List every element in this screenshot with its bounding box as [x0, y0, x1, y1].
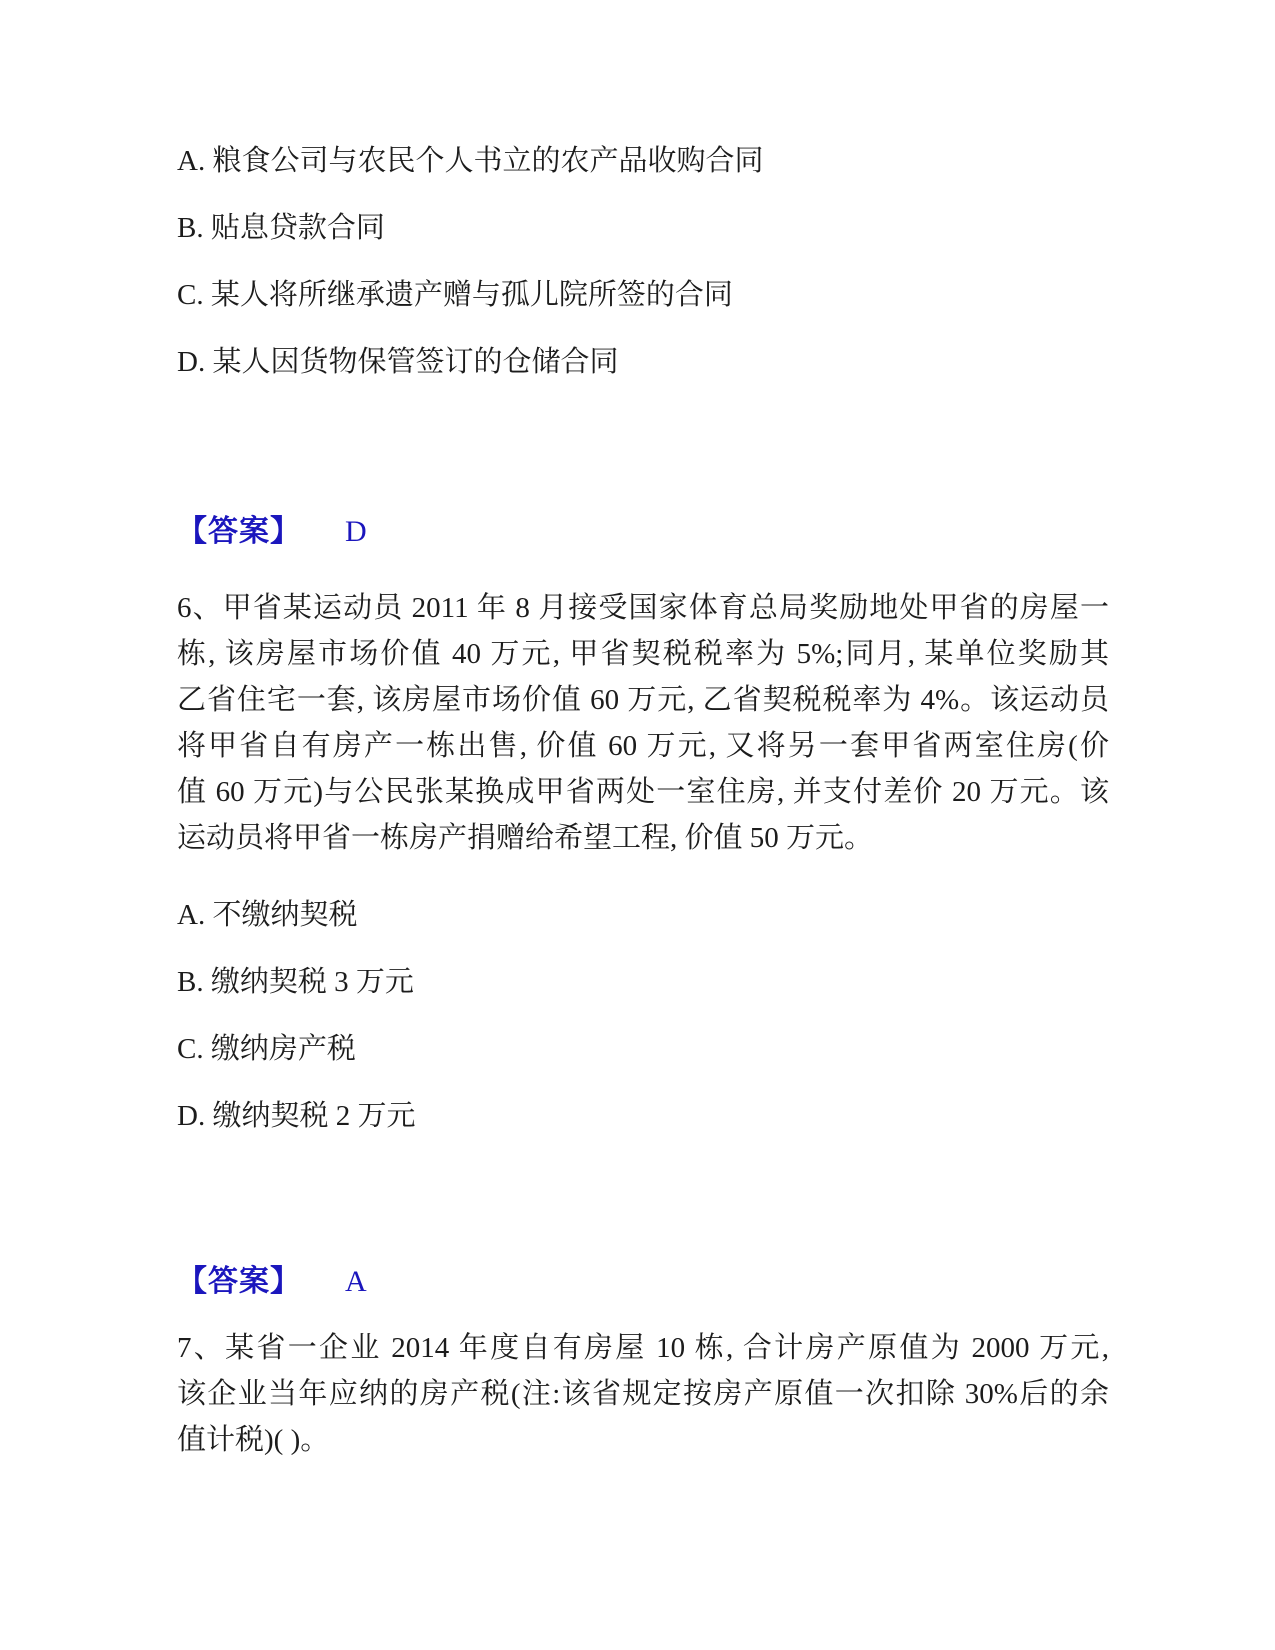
answer6-value: A — [345, 1265, 367, 1298]
question6-option-c: C. 缴纳房产税 — [177, 1033, 356, 1065]
answer5-label: 【答案】 — [177, 515, 301, 548]
question6-option-a: A. 不缴纳契税 — [177, 899, 358, 931]
question6-line: 6、甲省某运动员 2011 年 8 月接受国家体育总局奖励地处甲省的房屋一 — [177, 592, 1109, 624]
question7-line: 7、某省一企业 2014 年度自有房屋 10 栋, 合计房产原值为 2000 万元, — [177, 1332, 1109, 1364]
question5-option-a: A. 粮食公司与农民个人书立的农产品收购合同 — [177, 145, 764, 177]
question6-option-d: D. 缴纳契税 2 万元 — [177, 1100, 416, 1132]
question6-line: 乙省住宅一套, 该房屋市场价值 60 万元, 乙省契税税率为 4%。该运动员 — [177, 684, 1109, 716]
question6-line: 运动员将甲省一栋房产捐赠给希望工程, 价值 50 万元。 — [177, 822, 874, 854]
answer6-label: 【答案】 — [177, 1265, 301, 1298]
question6-stem — [177, 585, 1109, 861]
question7-line: 值计税)( )。 — [177, 1424, 330, 1456]
answer5-row — [177, 512, 1109, 552]
question6-option-b: B. 缴纳契税 3 万元 — [177, 966, 414, 998]
question7-stem — [177, 1325, 1109, 1463]
answer5-value: D — [345, 515, 367, 548]
question5-option-d: D. 某人因货物保管签订的仓储合同 — [177, 346, 619, 378]
question6-line: 值 60 万元)与公民张某换成甲省两处一室住房, 并支付差价 20 万元。该 — [177, 776, 1109, 808]
answer6-row — [177, 1262, 1109, 1302]
question6-line: 栋, 该房屋市场价值 40 万元, 甲省契税税率为 5%;同月, 某单位奖励其 — [177, 638, 1109, 670]
question6-line: 将甲省自有房产一栋出售, 价值 60 万元, 又将另一套甲省两室住房(价 — [177, 730, 1109, 762]
question5-option-c: C. 某人将所继承遗产赠与孤儿院所签的合同 — [177, 279, 733, 311]
question7-line: 该企业当年应纳的房产税(注:该省规定按房产原值一次扣除 30%后的余 — [177, 1378, 1109, 1410]
question5-option-b: B. 贴息贷款合同 — [177, 212, 385, 244]
